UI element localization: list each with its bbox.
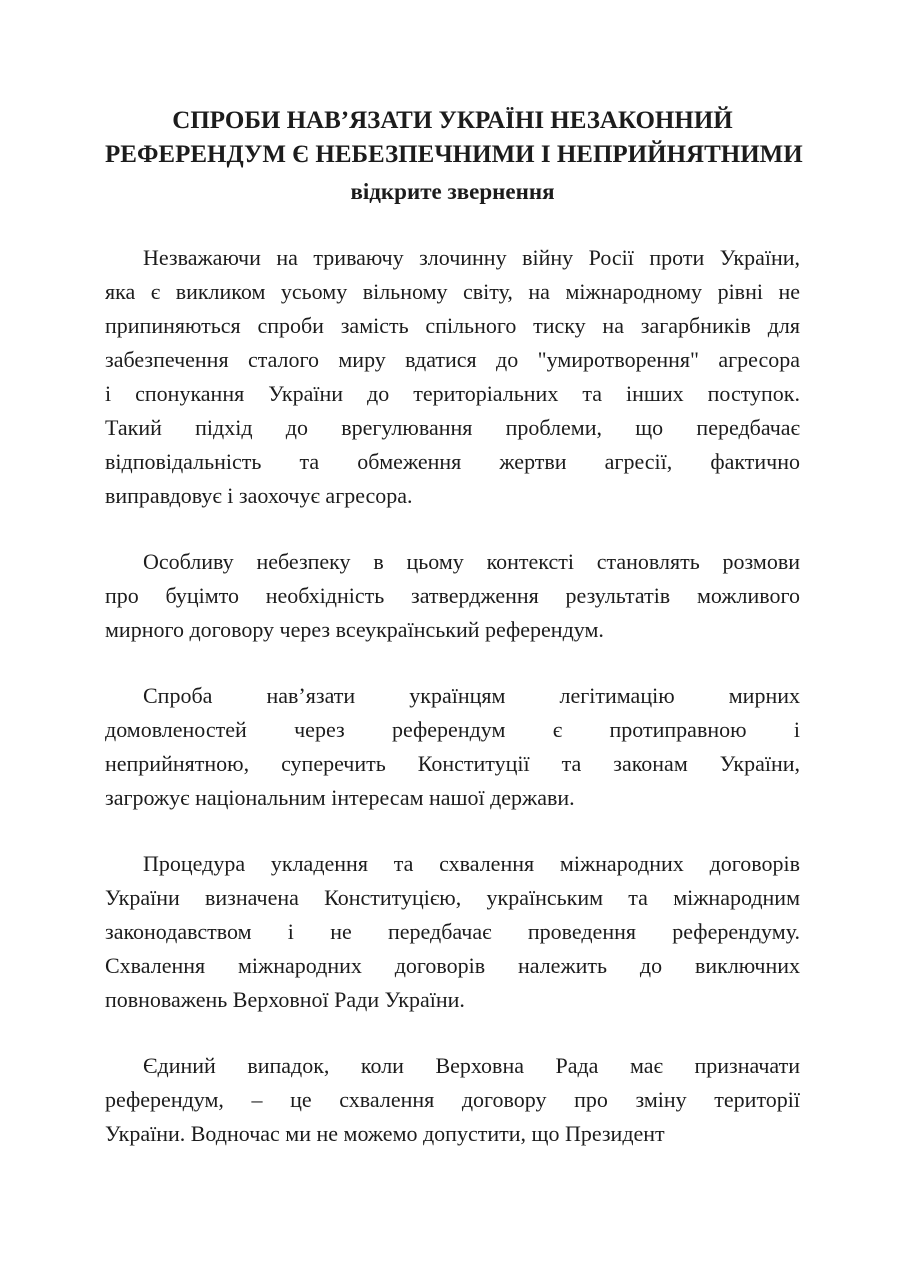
paragraph-line: неприйнятною, суперечить Конституції та законам України,: [105, 751, 800, 776]
paragraph-line: виправдовує і заохочує агресора.: [105, 483, 413, 508]
paragraph-line: домовленостей через референдум є протиправною і: [105, 717, 800, 742]
document-body: [105, 241, 800, 1151]
paragraph-line: припиняються спроби замість спільного тиску на загарбників для: [105, 313, 800, 338]
paragraph-line: про буцімто необхідність затвердження результатів можливого: [105, 583, 800, 608]
paragraph: [105, 241, 800, 513]
paragraph: [105, 545, 800, 647]
paragraph-line: відповідальність та обмеження жертви агресії, фактично: [105, 449, 800, 474]
paragraph-line: Процедура укладення та схвалення міжнародних договорів: [143, 851, 800, 876]
paragraph: [105, 679, 800, 815]
paragraph-line: України. Водночас ми не можемо допустити, що Президент: [105, 1121, 665, 1146]
paragraph-line: і спонукання України до територіальних та інших поступок.: [105, 381, 800, 406]
document-title: [105, 104, 803, 172]
paragraph-line: забезпечення сталого миру вдатися до "умиротворення" агресора: [105, 347, 800, 372]
paragraph: [105, 1049, 800, 1151]
paragraph-line: Спроба нав’язати українцям легітимацію мирних: [143, 683, 800, 708]
paragraph-line: Незважаючи на триваючу злочинну війну Росії проти України,: [143, 245, 800, 270]
paragraph: [105, 847, 800, 1017]
paragraph-line: Такий підхід до врегулювання проблеми, що передбачає: [105, 415, 800, 440]
paragraph-line: повноважень Верховної Ради України.: [105, 987, 465, 1012]
paragraph-line: Схвалення міжнародних договорів належить до виключних: [105, 953, 800, 978]
paragraph-line: яка є викликом усьому вільному світу, на міжнародному рівні не: [105, 279, 800, 304]
document-title-line-1: СПРОБИ НАВ’ЯЗАТИ УКРАЇНІ НЕЗАКОННИЙ: [172, 107, 733, 134]
paragraph-line: мирного договору через всеукраїнський референдум.: [105, 617, 604, 642]
paragraph-line: Єдиний випадок, коли Верховна Рада має призначати: [143, 1053, 800, 1078]
document-subtitle: відкрите звернення: [350, 179, 555, 204]
paragraph-line: загрожує національним інтересам нашої держави.: [105, 785, 575, 810]
paragraph-line: законодавством і не передбачає проведення референдуму.: [105, 919, 800, 944]
paragraph-line: референдум, – це схвалення договору про зміну території: [105, 1087, 800, 1112]
paragraph-line: Особливу небезпеку в цьому контексті становлять розмови: [143, 549, 800, 574]
document-title-line-2: РЕФЕРЕНДУМ Є НЕБЕЗПЕЧНИМИ І НЕПРИЙНЯТНИМИ: [105, 141, 803, 168]
paragraph-line: України визначена Конституцією, українським та міжнародним: [105, 885, 800, 910]
